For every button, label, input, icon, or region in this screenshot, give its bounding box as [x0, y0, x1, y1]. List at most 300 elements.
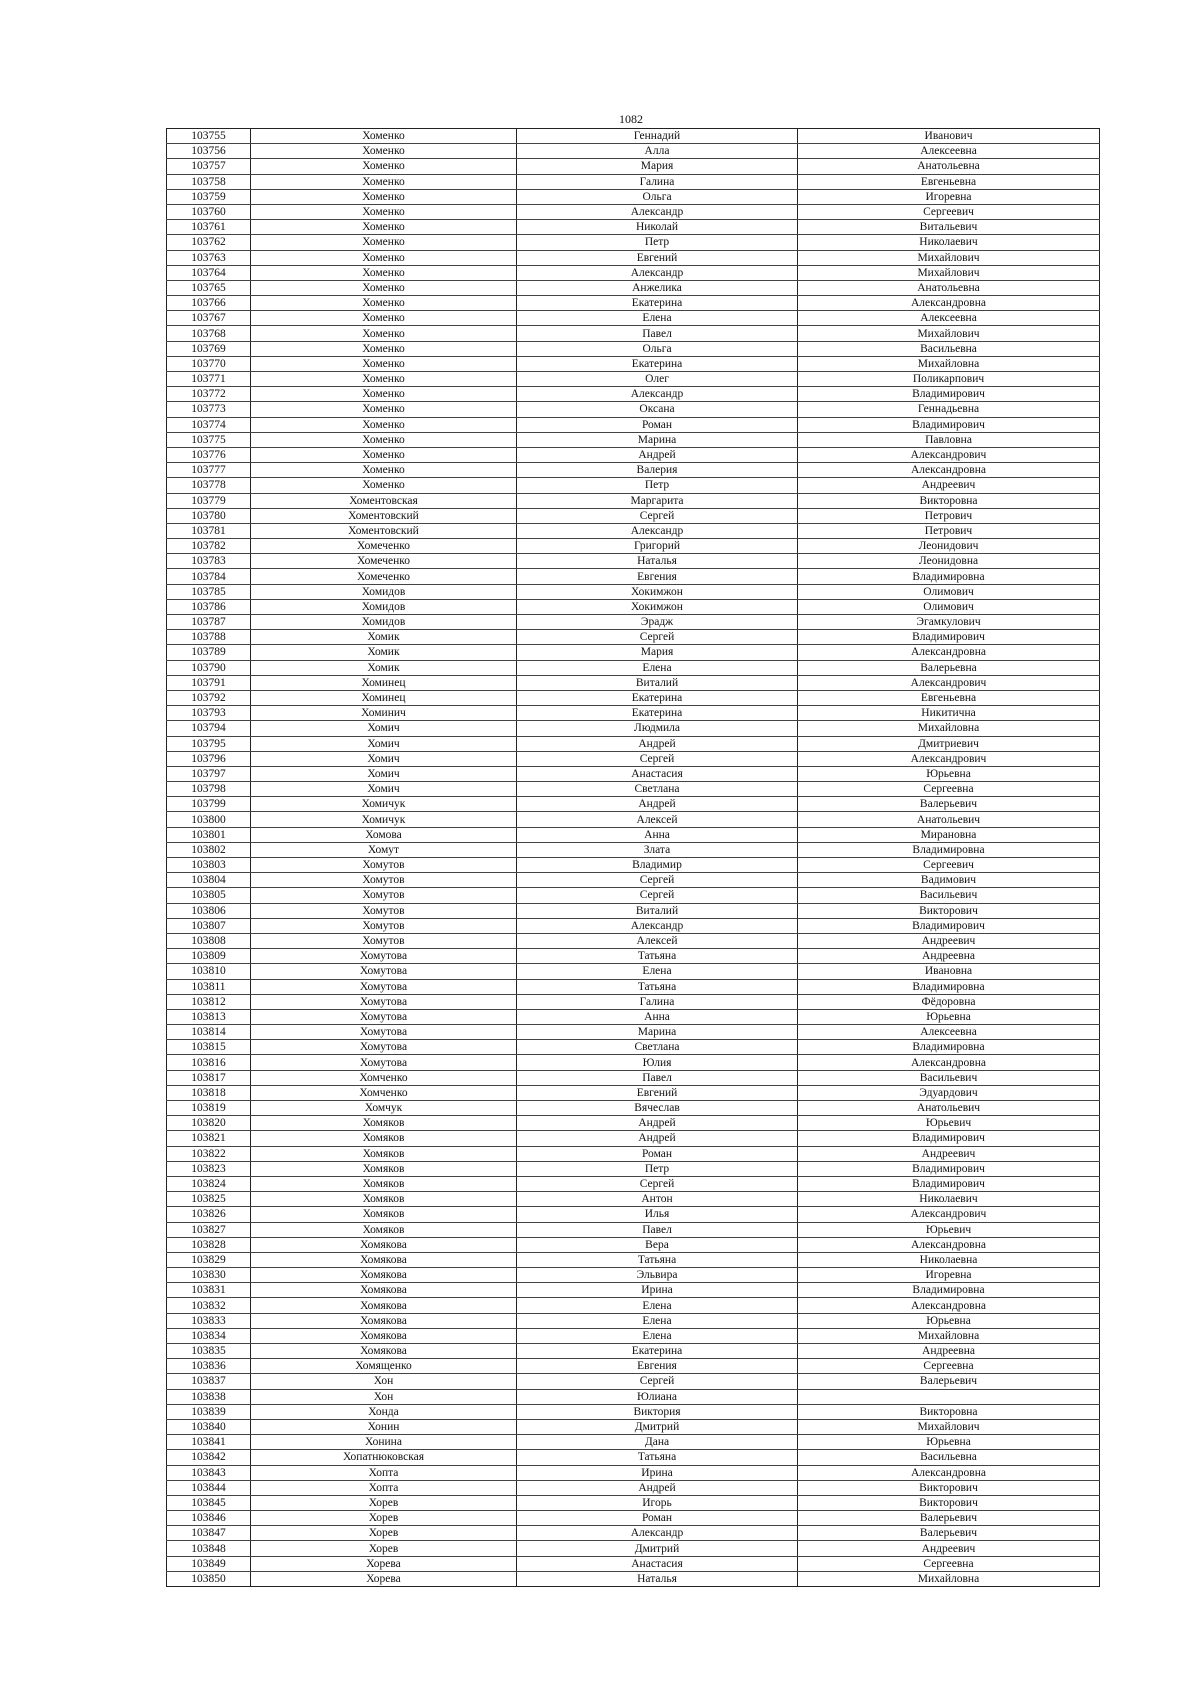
table-row — [167, 250, 1100, 265]
record-id-cell: 103772 — [167, 387, 251, 402]
record-id-cell: 103818 — [167, 1085, 251, 1100]
table-row — [167, 766, 1100, 781]
patronymic-cell: Викторович — [798, 1480, 1100, 1495]
table-row — [167, 842, 1100, 857]
surname-cell: Хорев — [251, 1495, 517, 1510]
record-id-cell: 103827 — [167, 1222, 251, 1237]
first-name-cell: Виталий — [517, 903, 798, 918]
patronymic-cell: Владимировна — [798, 842, 1100, 857]
surname-cell: Хоменко — [251, 159, 517, 174]
record-id-cell: 103790 — [167, 660, 251, 675]
surname-cell: Хомеченко — [251, 539, 517, 554]
surname-cell: Хомякова — [251, 1268, 517, 1283]
patronymic-cell: Викторовна — [798, 1404, 1100, 1419]
record-id-cell: 103762 — [167, 235, 251, 250]
record-id-cell: 103820 — [167, 1116, 251, 1131]
table-row — [167, 645, 1100, 660]
surname-cell: Хоминец — [251, 690, 517, 705]
patronymic-cell: Александрович — [798, 751, 1100, 766]
patronymic-cell: Алексеевна — [798, 1025, 1100, 1040]
first-name-cell: Юлия — [517, 1055, 798, 1070]
surname-cell: Хон — [251, 1374, 517, 1389]
first-name-cell: Татьяна — [517, 949, 798, 964]
record-id-cell: 103775 — [167, 432, 251, 447]
surname-cell: Хонина — [251, 1435, 517, 1450]
first-name-cell: Владимир — [517, 858, 798, 873]
surname-cell: Хомутова — [251, 1040, 517, 1055]
first-name-cell: Игорь — [517, 1495, 798, 1510]
first-name-cell: Ирина — [517, 1465, 798, 1480]
surname-cell: Хорев — [251, 1526, 517, 1541]
first-name-cell: Евгений — [517, 250, 798, 265]
first-name-cell: Павел — [517, 326, 798, 341]
record-id-cell: 103828 — [167, 1237, 251, 1252]
surname-cell: Хорева — [251, 1571, 517, 1586]
first-name-cell: Илья — [517, 1207, 798, 1222]
surname-cell: Хоменко — [251, 356, 517, 371]
patronymic-cell: Владимировна — [798, 979, 1100, 994]
first-name-cell: Елена — [517, 1298, 798, 1313]
record-id-cell: 103805 — [167, 888, 251, 903]
record-id-cell: 103814 — [167, 1025, 251, 1040]
patronymic-cell: Михайлович — [798, 265, 1100, 280]
surname-cell: Хоменко — [251, 129, 517, 144]
record-id-cell: 103843 — [167, 1465, 251, 1480]
first-name-cell: Андрей — [517, 447, 798, 462]
table-row — [167, 539, 1100, 554]
first-name-cell: Маргарита — [517, 493, 798, 508]
patronymic-cell: Андреевич — [798, 1541, 1100, 1556]
table-row — [167, 751, 1100, 766]
record-id-cell: 103766 — [167, 296, 251, 311]
patronymic-cell: Юрьевич — [798, 1116, 1100, 1131]
record-id-cell: 103832 — [167, 1298, 251, 1313]
first-name-cell: Геннадий — [517, 129, 798, 144]
record-id-cell: 103826 — [167, 1207, 251, 1222]
record-id-cell: 103785 — [167, 584, 251, 599]
surname-cell: Хомякова — [251, 1313, 517, 1328]
table-row — [167, 1465, 1100, 1480]
table-row — [167, 675, 1100, 690]
surname-cell: Хоментовский — [251, 523, 517, 538]
table-row — [167, 1070, 1100, 1085]
table-row — [167, 1085, 1100, 1100]
table-row — [167, 964, 1100, 979]
surname-cell: Хомченко — [251, 1085, 517, 1100]
table-row — [167, 979, 1100, 994]
table-row — [167, 417, 1100, 432]
first-name-cell: Мария — [517, 159, 798, 174]
table-row — [167, 1480, 1100, 1495]
surname-cell: Хомяков — [251, 1146, 517, 1161]
first-name-cell: Марина — [517, 1025, 798, 1040]
surname-cell: Хомичук — [251, 797, 517, 812]
patronymic-cell: Андреевич — [798, 1146, 1100, 1161]
patronymic-cell: Александровна — [798, 1465, 1100, 1480]
surname-cell: Хонин — [251, 1419, 517, 1434]
table-row — [167, 812, 1100, 827]
table-row — [167, 1571, 1100, 1586]
patronymic-cell: Александрович — [798, 1207, 1100, 1222]
surname-cell: Хомутова — [251, 1009, 517, 1024]
first-name-cell: Роман — [517, 1146, 798, 1161]
first-name-cell: Андрей — [517, 797, 798, 812]
record-id-cell: 103816 — [167, 1055, 251, 1070]
table-row — [167, 888, 1100, 903]
first-name-cell: Евгения — [517, 1359, 798, 1374]
first-name-cell: Петр — [517, 1161, 798, 1176]
surname-cell: Хоминич — [251, 706, 517, 721]
surname-cell: Хоменко — [251, 235, 517, 250]
record-id-cell: 103844 — [167, 1480, 251, 1495]
record-id-cell: 103773 — [167, 402, 251, 417]
register-body — [167, 129, 1100, 1587]
table-row — [167, 174, 1100, 189]
record-id-cell: 103833 — [167, 1313, 251, 1328]
first-name-cell: Анна — [517, 827, 798, 842]
table-row — [167, 782, 1100, 797]
record-id-cell: 103850 — [167, 1571, 251, 1586]
surname-cell: Хомякова — [251, 1328, 517, 1343]
surname-cell: Хоменко — [251, 463, 517, 478]
patronymic-cell: Мирановна — [798, 827, 1100, 842]
record-id-cell: 103781 — [167, 523, 251, 538]
table-row — [167, 1283, 1100, 1298]
table-row — [167, 356, 1100, 371]
record-id-cell: 103841 — [167, 1435, 251, 1450]
surname-cell: Хоменко — [251, 311, 517, 326]
patronymic-cell: Михайловна — [798, 721, 1100, 736]
patronymic-cell: Владимирович — [798, 1131, 1100, 1146]
first-name-cell: Ольга — [517, 189, 798, 204]
table-row — [167, 1025, 1100, 1040]
table-row — [167, 508, 1100, 523]
patronymic-cell: Васильевна — [798, 341, 1100, 356]
surname-cell: Хоменко — [251, 144, 517, 159]
patronymic-cell: Юрьевна — [798, 766, 1100, 781]
record-id-cell: 103815 — [167, 1040, 251, 1055]
record-id-cell: 103821 — [167, 1131, 251, 1146]
table-row — [167, 1359, 1100, 1374]
surname-cell: Хоменко — [251, 204, 517, 219]
table-row — [167, 159, 1100, 174]
surname-cell: Хоменко — [251, 372, 517, 387]
surname-cell: Хоменко — [251, 432, 517, 447]
surname-cell: Хоменко — [251, 250, 517, 265]
patronymic-cell: Викторович — [798, 1495, 1100, 1510]
record-id-cell: 103768 — [167, 326, 251, 341]
record-id-cell: 103813 — [167, 1009, 251, 1024]
record-id-cell: 103774 — [167, 417, 251, 432]
first-name-cell: Сергей — [517, 1374, 798, 1389]
surname-cell: Хоменко — [251, 326, 517, 341]
surname-cell: Хомутова — [251, 1055, 517, 1070]
first-name-cell: Сергей — [517, 508, 798, 523]
record-id-cell: 103794 — [167, 721, 251, 736]
table-row — [167, 1298, 1100, 1313]
record-id-cell: 103835 — [167, 1344, 251, 1359]
patronymic-cell: Николаевич — [798, 235, 1100, 250]
record-id-cell: 103788 — [167, 630, 251, 645]
table-row — [167, 341, 1100, 356]
first-name-cell: Виталий — [517, 675, 798, 690]
table-row — [167, 1328, 1100, 1343]
first-name-cell: Галина — [517, 994, 798, 1009]
patronymic-cell: Андреевич — [798, 933, 1100, 948]
table-row — [167, 827, 1100, 842]
surname-cell: Хомякова — [251, 1237, 517, 1252]
surname-cell: Хомутов — [251, 933, 517, 948]
table-row — [167, 129, 1100, 144]
surname-cell: Хорева — [251, 1556, 517, 1571]
table-row — [167, 690, 1100, 705]
first-name-cell: Александр — [517, 1526, 798, 1541]
patronymic-cell: Алексеевна — [798, 311, 1100, 326]
record-id-cell: 103812 — [167, 994, 251, 1009]
patronymic-cell: Михайловна — [798, 1328, 1100, 1343]
patronymic-cell: Михайловна — [798, 1571, 1100, 1586]
surname-cell: Хоминец — [251, 675, 517, 690]
first-name-cell: Сергей — [517, 888, 798, 903]
first-name-cell: Ольга — [517, 341, 798, 356]
table-row — [167, 1237, 1100, 1252]
record-id-cell: 103810 — [167, 964, 251, 979]
record-id-cell: 103764 — [167, 265, 251, 280]
patronymic-cell: Владимировна — [798, 569, 1100, 584]
record-id-cell: 103769 — [167, 341, 251, 356]
first-name-cell: Мария — [517, 645, 798, 660]
record-id-cell: 103761 — [167, 220, 251, 235]
surname-cell: Хомова — [251, 827, 517, 842]
table-row — [167, 1222, 1100, 1237]
record-id-cell: 103836 — [167, 1359, 251, 1374]
table-row — [167, 873, 1100, 888]
record-id-cell: 103796 — [167, 751, 251, 766]
patronymic-cell: Иванович — [798, 129, 1100, 144]
record-id-cell: 103767 — [167, 311, 251, 326]
surname-cell: Хонда — [251, 1404, 517, 1419]
first-name-cell: Виктория — [517, 1404, 798, 1419]
patronymic-cell: Викторовна — [798, 493, 1100, 508]
table-row — [167, 1374, 1100, 1389]
first-name-cell: Сергей — [517, 751, 798, 766]
patronymic-cell: Михайлович — [798, 1419, 1100, 1434]
first-name-cell: Эрадж — [517, 615, 798, 630]
table-row — [167, 1495, 1100, 1510]
patronymic-cell: Павловна — [798, 432, 1100, 447]
surname-cell: Хоменко — [251, 341, 517, 356]
first-name-cell: Павел — [517, 1222, 798, 1237]
surname-cell: Хомидов — [251, 615, 517, 630]
table-row — [167, 280, 1100, 295]
patronymic-cell: Евгеньевна — [798, 174, 1100, 189]
record-id-cell: 103795 — [167, 736, 251, 751]
patronymic-cell: Олимович — [798, 584, 1100, 599]
table-row — [167, 1101, 1100, 1116]
patronymic-cell: Валерьевич — [798, 1526, 1100, 1541]
first-name-cell: Павел — [517, 1070, 798, 1085]
patronymic-cell: Анатольевич — [798, 1101, 1100, 1116]
table-row — [167, 447, 1100, 462]
record-id-cell: 103782 — [167, 539, 251, 554]
first-name-cell: Татьяна — [517, 1450, 798, 1465]
surname-cell: Хомященко — [251, 1359, 517, 1374]
first-name-cell: Андрей — [517, 736, 798, 751]
table-row — [167, 1511, 1100, 1526]
table-row — [167, 463, 1100, 478]
record-id-cell: 103809 — [167, 949, 251, 964]
record-id-cell: 103806 — [167, 903, 251, 918]
table-row — [167, 235, 1100, 250]
table-row — [167, 402, 1100, 417]
record-id-cell: 103834 — [167, 1328, 251, 1343]
surname-cell: Хомяков — [251, 1116, 517, 1131]
record-id-cell: 103758 — [167, 174, 251, 189]
first-name-cell: Злата — [517, 842, 798, 857]
patronymic-cell: Геннадьевна — [798, 402, 1100, 417]
record-id-cell: 103831 — [167, 1283, 251, 1298]
patronymic-cell: Никитична — [798, 706, 1100, 721]
surname-cell: Хопатнюковская — [251, 1450, 517, 1465]
surname-cell: Хоменко — [251, 402, 517, 417]
surname-cell: Хомяков — [251, 1161, 517, 1176]
first-name-cell: Оксана — [517, 402, 798, 417]
surname-cell: Хомутова — [251, 994, 517, 1009]
table-row — [167, 858, 1100, 873]
patronymic-cell: Владимировна — [798, 1040, 1100, 1055]
first-name-cell: Евгения — [517, 569, 798, 584]
table-row — [167, 1419, 1100, 1434]
first-name-cell: Алексей — [517, 812, 798, 827]
surname-cell: Хомяков — [251, 1176, 517, 1191]
record-id-cell: 103845 — [167, 1495, 251, 1510]
patronymic-cell: Васильевич — [798, 888, 1100, 903]
record-id-cell: 103804 — [167, 873, 251, 888]
patronymic-cell: Владимирович — [798, 1176, 1100, 1191]
patronymic-cell: Дмитриевич — [798, 736, 1100, 751]
first-name-cell: Сергей — [517, 1176, 798, 1191]
table-row — [167, 630, 1100, 645]
surname-cell: Хомич — [251, 721, 517, 736]
first-name-cell: Роман — [517, 417, 798, 432]
record-id-cell: 103776 — [167, 447, 251, 462]
record-id-cell: 103756 — [167, 144, 251, 159]
first-name-cell: Николай — [517, 220, 798, 235]
table-row — [167, 1207, 1100, 1222]
first-name-cell: Александр — [517, 265, 798, 280]
surname-cell: Хомич — [251, 736, 517, 751]
patronymic-cell: Ивановна — [798, 964, 1100, 979]
first-name-cell: Алексей — [517, 933, 798, 948]
record-id-cell: 103763 — [167, 250, 251, 265]
table-row — [167, 949, 1100, 964]
record-id-cell: 103838 — [167, 1389, 251, 1404]
patronymic-cell: Александровна — [798, 1055, 1100, 1070]
table-row — [167, 615, 1100, 630]
first-name-cell: Валерия — [517, 463, 798, 478]
table-row — [167, 311, 1100, 326]
record-id-cell: 103787 — [167, 615, 251, 630]
table-row — [167, 1450, 1100, 1465]
first-name-cell: Роман — [517, 1511, 798, 1526]
surname-cell: Хомутова — [251, 964, 517, 979]
patronymic-cell: Леонидович — [798, 539, 1100, 554]
patronymic-cell: Александровна — [798, 645, 1100, 660]
record-id-cell: 103770 — [167, 356, 251, 371]
first-name-cell: Антон — [517, 1192, 798, 1207]
patronymic-cell: Александровна — [798, 1298, 1100, 1313]
record-id-cell: 103771 — [167, 372, 251, 387]
patronymic-cell: Сергеевна — [798, 1359, 1100, 1374]
first-name-cell: Олег — [517, 372, 798, 387]
surname-cell: Хомидов — [251, 599, 517, 614]
surname-cell: Хоменко — [251, 174, 517, 189]
record-id-cell: 103789 — [167, 645, 251, 660]
table-row — [167, 1192, 1100, 1207]
table-row — [167, 1009, 1100, 1024]
first-name-cell: Ирина — [517, 1283, 798, 1298]
surname-cell: Хомякова — [251, 1298, 517, 1313]
surname-cell: Хомутова — [251, 1025, 517, 1040]
table-row — [167, 933, 1100, 948]
first-name-cell: Вячеслав — [517, 1101, 798, 1116]
table-row — [167, 569, 1100, 584]
first-name-cell: Алла — [517, 144, 798, 159]
first-name-cell: Галина — [517, 174, 798, 189]
record-id-cell: 103824 — [167, 1176, 251, 1191]
record-id-cell: 103760 — [167, 204, 251, 219]
first-name-cell: Анастасия — [517, 1556, 798, 1571]
first-name-cell: Анна — [517, 1009, 798, 1024]
record-id-cell: 103803 — [167, 858, 251, 873]
table-row — [167, 432, 1100, 447]
table-row — [167, 478, 1100, 493]
record-id-cell: 103807 — [167, 918, 251, 933]
record-id-cell: 103837 — [167, 1374, 251, 1389]
record-id-cell: 103783 — [167, 554, 251, 569]
surname-cell: Хоменко — [251, 447, 517, 462]
first-name-cell: Петр — [517, 478, 798, 493]
record-id-cell: 103801 — [167, 827, 251, 842]
patronymic-cell: Фёдоровна — [798, 994, 1100, 1009]
first-name-cell: Хокимжон — [517, 599, 798, 614]
surname-cell: Хоменко — [251, 417, 517, 432]
first-name-cell: Елена — [517, 311, 798, 326]
patronymic-cell: Александровна — [798, 463, 1100, 478]
first-name-cell: Татьяна — [517, 979, 798, 994]
record-id-cell: 103808 — [167, 933, 251, 948]
patronymic-cell: Юрьевич — [798, 1222, 1100, 1237]
record-id-cell: 103800 — [167, 812, 251, 827]
first-name-cell: Елена — [517, 660, 798, 675]
patronymic-cell: Владимирович — [798, 630, 1100, 645]
surname-cell: Хоменко — [251, 296, 517, 311]
table-row — [167, 326, 1100, 341]
surname-cell: Хомик — [251, 660, 517, 675]
record-id-cell: 103846 — [167, 1511, 251, 1526]
patronymic-cell: Михайловна — [798, 356, 1100, 371]
surname-cell: Хоменко — [251, 280, 517, 295]
first-name-cell: Анжелика — [517, 280, 798, 295]
table-row — [167, 736, 1100, 751]
first-name-cell: Дана — [517, 1435, 798, 1450]
table-row — [167, 660, 1100, 675]
first-name-cell: Екатерина — [517, 706, 798, 721]
first-name-cell: Дмитрий — [517, 1419, 798, 1434]
first-name-cell: Наталья — [517, 554, 798, 569]
record-id-cell: 103823 — [167, 1161, 251, 1176]
patronymic-cell: Владимировна — [798, 1283, 1100, 1298]
